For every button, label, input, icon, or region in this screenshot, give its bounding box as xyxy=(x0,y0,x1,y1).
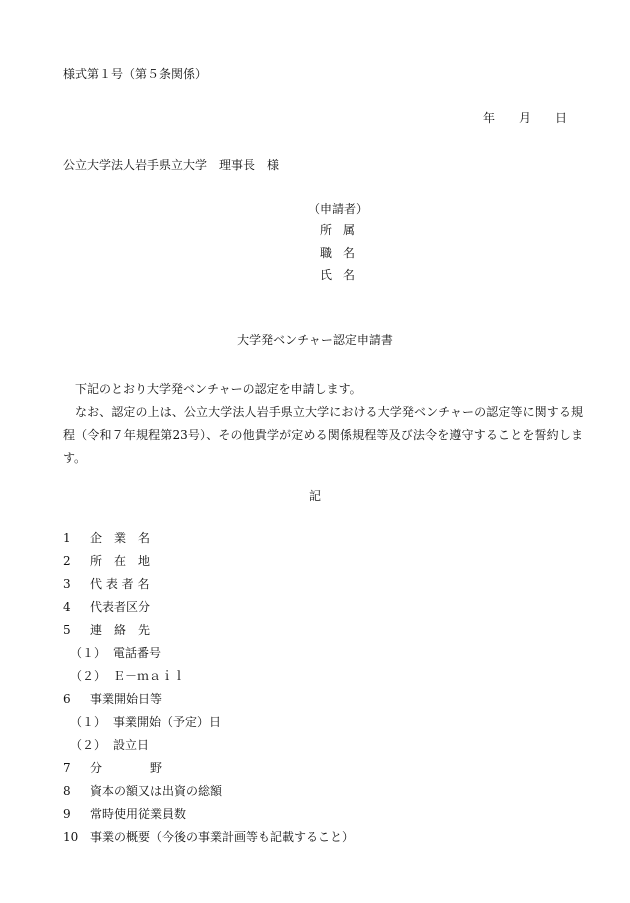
item-label: 電話番号 xyxy=(113,646,162,660)
date-year: 年 xyxy=(483,111,496,125)
item-label-char: 野 xyxy=(150,761,163,775)
item-label-char: 分 xyxy=(90,761,103,775)
item-label: Ｅ－ｍａｉｌ xyxy=(113,669,186,683)
item-label: 設立日 xyxy=(113,738,150,752)
list-item xyxy=(63,599,583,622)
item-number: 2 xyxy=(63,554,71,568)
list-item xyxy=(63,622,583,645)
item-label-char: 絡 xyxy=(114,623,127,637)
applicant-heading: （申請者） xyxy=(308,202,369,216)
form-number: 様式第１号（第５条関係） xyxy=(63,67,208,81)
item-number: 4 xyxy=(63,600,71,614)
item-label-char: 在 xyxy=(114,554,127,568)
document-title: 大学発ベンチャー認定申請書 xyxy=(237,333,393,347)
addressee: 公立大学法人岩手県立大学 理事長 様 xyxy=(63,158,280,172)
item-label: 事業開始日等 xyxy=(90,692,163,706)
item-number: 3 xyxy=(63,577,71,591)
applicant-affiliation-char: 属 xyxy=(343,223,356,237)
applicant-affiliation-char: 所 xyxy=(320,223,333,237)
item-number: 10 xyxy=(63,830,79,844)
item-number: 9 xyxy=(63,807,71,821)
item-number: 7 xyxy=(63,761,71,775)
item-label-char: 名 xyxy=(138,531,151,545)
item-label: 事業の概要（今後の事業計画等も記載すること） xyxy=(90,830,355,844)
item-number: 8 xyxy=(63,784,71,798)
item-list xyxy=(63,530,583,852)
body-text xyxy=(63,378,583,470)
list-subitem xyxy=(63,714,583,737)
list-item xyxy=(63,530,583,553)
item-label: 代表者区分 xyxy=(90,600,151,614)
list-item xyxy=(63,553,583,576)
applicant-name-char: 氏 xyxy=(320,268,333,282)
item-number: （１） xyxy=(70,646,107,660)
item-label: 事業開始（予定）日 xyxy=(113,715,222,729)
item-number: 6 xyxy=(63,692,71,706)
item-label-char: 業 xyxy=(114,531,127,545)
list-item xyxy=(63,783,583,806)
date-day: 日 xyxy=(555,111,568,125)
item-label-char: 連 xyxy=(90,623,103,637)
item-label-char: 企 xyxy=(90,531,103,545)
list-item xyxy=(63,829,583,852)
item-number: （２） xyxy=(70,738,107,752)
body-paragraph-2: なお、認定の上は、公立大学法人岩手県立大学における大学発ベンチャーの認定等に関する規程（令和７年規程第23号）、その他貴学が定める関係規程等及び法令を遵守することを誓約します。 xyxy=(63,405,583,465)
list-subitem xyxy=(63,737,583,760)
list-subitem xyxy=(63,645,583,668)
ki-heading: 記 xyxy=(308,489,321,503)
item-label-char: 地 xyxy=(138,554,151,568)
item-number: 5 xyxy=(63,623,71,637)
item-label: 資本の額又は出資の総額 xyxy=(90,784,223,798)
applicant-name-char: 名 xyxy=(343,268,356,282)
date-month: 月 xyxy=(519,111,532,125)
item-label: 代 表 者 名 xyxy=(90,577,150,591)
item-number: （１） xyxy=(70,715,107,729)
item-label-char: 先 xyxy=(138,623,151,637)
applicant-position-char: 職 xyxy=(320,246,333,260)
list-item xyxy=(63,760,583,783)
list-item xyxy=(63,806,583,829)
item-label-char: 所 xyxy=(90,554,103,568)
item-number: 1 xyxy=(63,531,71,545)
list-subitem xyxy=(63,668,583,691)
list-item xyxy=(63,691,583,714)
body-paragraph-1: 下記のとおり大学発ベンチャーの認定を申請します。 xyxy=(75,382,362,396)
applicant-position-char: 名 xyxy=(343,246,356,260)
item-label: 常時使用従業員数 xyxy=(90,807,187,821)
list-item xyxy=(63,576,583,599)
item-number: （２） xyxy=(70,669,107,683)
